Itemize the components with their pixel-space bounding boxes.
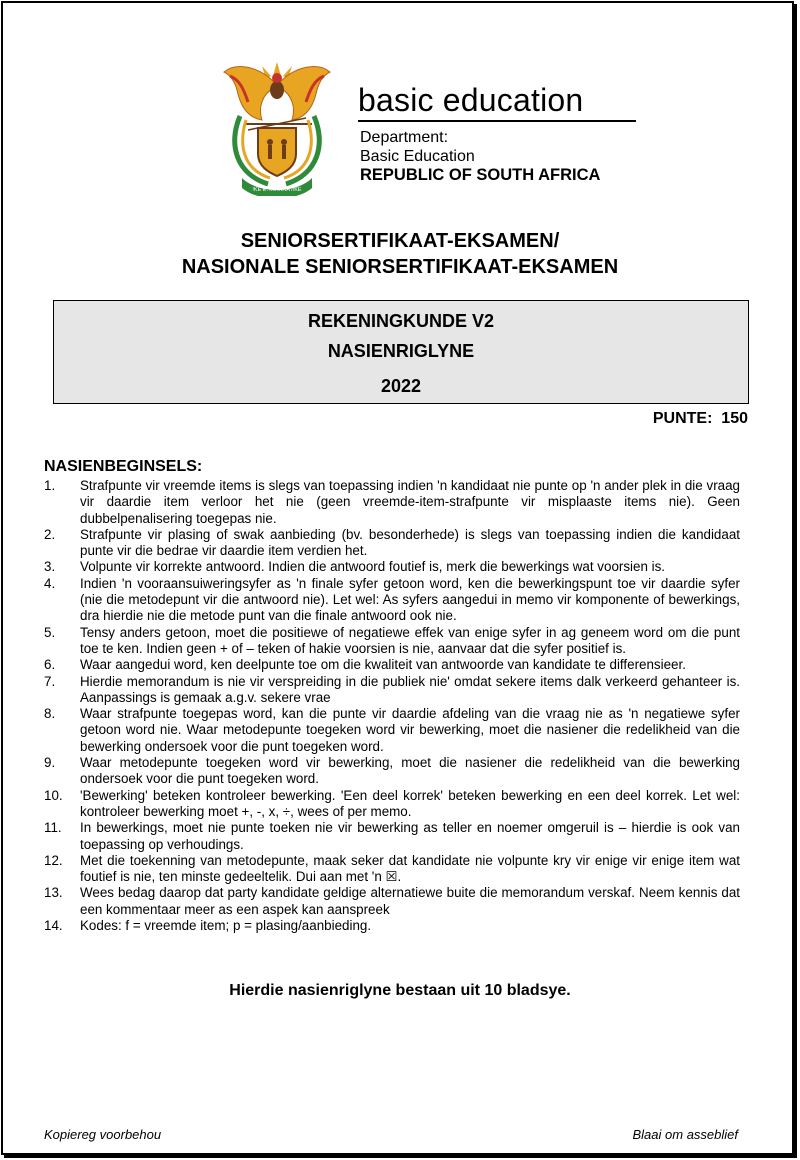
list-item	[44, 674, 740, 707]
shield	[258, 128, 296, 176]
item-number: 13.	[44, 885, 63, 901]
list-item	[44, 820, 740, 853]
item-text: Waar aangedui word, ken deelpunte toe om die kwaliteit van antwoorde van kandidate te differensieer.	[80, 657, 686, 673]
item-number: 12.	[44, 852, 63, 868]
department-name: Basic Education	[360, 148, 475, 165]
brand-rule	[358, 120, 636, 122]
list-item	[44, 885, 740, 918]
exam-title-line2: NASIONALE SENIORSERTIFIKAAT-EKSAMEN	[181, 256, 619, 278]
list-item	[44, 478, 740, 527]
item-text: Tensy anders getoon, moet die positiewe of negatiewe effek van enige syfer in ag geneem word om die punt toe te ken. Indien geen + of – teken of hakie voorsien is nie, aanvaar dat die syfer positief is.	[80, 624, 740, 656]
pages-note: Hierdie nasienriglyne bestaan uit 10 bladsye.	[229, 982, 571, 999]
item-text: Strafpunte vir vreemde items is slegs van toepassing indien 'n kandidaat nie punte op 'n ander plek in die vraag vir daardie item verloor het nie (geen vreemde-item-strafpunte vir misplaaste items nie). Geen dubbelpenalisering toegepas nie.	[80, 478, 740, 526]
principles-list	[44, 478, 740, 934]
item-text: Kodes: f = vreemde item; p = plasing/aanbieding.	[80, 918, 372, 934]
item-text: In bewerkings, moet nie punte toeken nie vir bewerking as teller en noemer omgeruil is – hierdie is ook van toepassing op verhoudings.	[80, 820, 740, 852]
page-turn-footer: Blaai om asseblief	[632, 1127, 738, 1142]
list-item	[44, 657, 740, 673]
list-item	[44, 853, 740, 886]
list-item	[44, 625, 740, 658]
brand-name: basic education	[358, 82, 584, 118]
motto-text: !KE E: /XARRA //KE	[252, 187, 302, 193]
item-number: 4.	[44, 575, 56, 591]
item-number: 10.	[44, 787, 63, 803]
item-number: 11.	[44, 820, 62, 836]
exam-year: 2022	[380, 376, 422, 396]
list-item	[44, 755, 740, 788]
item-number: 7.	[44, 673, 56, 689]
country-name: REPUBLIC OF SOUTH AFRICA	[360, 166, 601, 184]
subject-box	[53, 300, 749, 404]
coat-of-arms-logo	[218, 54, 336, 196]
item-number: 2.	[44, 526, 56, 542]
item-number: 3.	[44, 559, 56, 575]
subject-name: REKENINGKUNDE V2	[307, 311, 495, 331]
logo-text	[358, 80, 601, 184]
list-item	[44, 706, 740, 755]
principles-title: NASIENBEGINSELS:	[44, 458, 203, 475]
total-marks: PUNTE: 150	[652, 410, 748, 427]
item-text: Met die toekenning van metodepunte, maak seker dat kandidate nie volpunte kry vir enige vir enige item wat foutief is nie, ten minste gedeeltelik. Dui aan met 'n ☒.	[80, 852, 740, 885]
list-item	[44, 918, 740, 934]
item-text: Waar metodepunte toegeken word vir bewerking, moet die nasiener die redelikheid van die bewerking ondersoek voor die punt toegeken word.	[80, 755, 740, 787]
item-number: 9.	[44, 755, 56, 771]
document-type: NASIENRIGLYNE	[327, 341, 475, 361]
list-item	[44, 527, 740, 560]
copyright-footer: Kopiereg voorbehou	[44, 1127, 162, 1142]
item-text: 'Bewerking' beteken kontroleer bewerking. 'Een deel korrek' beteken bewerking en een deel korrek. Let wel: kontroleer bewerking moet +, -, x, ÷, wees of per memo.	[80, 787, 740, 819]
exam-title-line1: SENIORSERTIFIKAAT-EKSAMEN/	[240, 230, 560, 252]
item-number: 1.	[44, 478, 56, 493]
list-item	[44, 559, 740, 575]
exam-title	[0, 228, 800, 280]
item-number: 5.	[44, 624, 56, 640]
item-text: Wees bedag daarop dat party kandidate geldige alternatiewe buite die memorandum verskaf. Neem kennis dat een kommentaar meer as een aspek kan aanspreek	[80, 885, 740, 917]
department-block	[360, 128, 600, 185]
item-number: 8.	[44, 706, 56, 722]
item-number: 14.	[44, 918, 63, 934]
item-text: Volpunte vir korrekte antwoord. Indien die antwoord foutief is, merk die bewerkings wat voorsien is.	[80, 559, 666, 575]
item-text: Indien 'n vooraansuiweringsyfer as 'n finale syfer getoon word, ken die bewerkingspunt toe vir daardie syfer (nie die metodepunt vir die antwoord nie). Let wel: As syfers aangedui in memo vir komponente of bewerkings, dra hierdie nie die metode punt van die finale antwoord ook nie.	[80, 575, 740, 624]
list-item	[44, 576, 740, 625]
item-text: Hierdie memorandum is nie vir verspreiding in die publiek nie' omdat sekere items dalk verkeerd gehanteer is. Aanpassings is gemaak a.g.v. sekere vrae	[80, 673, 740, 705]
item-number: 6.	[44, 657, 56, 673]
item-text: Strafpunte vir plasing of swak aanbieding (bv. besonderhede) is slegs van toepassing indien die kandidaat punte vir die bedrae vir daardie item verdien het.	[80, 526, 740, 559]
list-item	[44, 788, 740, 821]
department-label: Department:	[360, 129, 449, 146]
item-text: Waar strafpunte toegepas word, kan die punte vir daardie afdeling van die vraag nie as 'n negatiewe syfer getoon word nie. Waar metodepunte toegeken word vir bewerking, moet die nasiener die redelikheid van die bewerking ondersoek voor die punt toegeken word.	[80, 706, 740, 754]
